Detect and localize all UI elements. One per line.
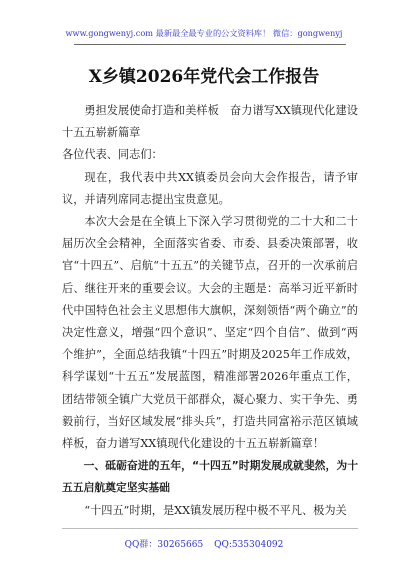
body-paragraph: “十四五”时期，是XX镇发展历程中极不平凡、极为关 bbox=[84, 503, 347, 517]
document-body bbox=[62, 100, 358, 522]
page-footer bbox=[0, 537, 408, 550]
header-text: www.gongwenyj.com 最新最全最专业的公文资料库！ 微信：gongwenyj bbox=[65, 28, 343, 38]
footer-qq-group: QQ群：30265665 bbox=[124, 540, 204, 550]
footer-qq: QQ:535304092 bbox=[214, 540, 284, 550]
header-divider bbox=[74, 44, 346, 45]
subtitle-paragraph: 勇担发展使命打造和美样板 奋力谱写XX镇现代化建设十五五崭新篇章 bbox=[62, 104, 358, 140]
footer-divider bbox=[62, 528, 358, 529]
document-title: X乡镇2026年党代会工作报告 bbox=[88, 67, 320, 87]
body-paragraph: 本次大会是在全镇上下深入学习贯彻党的二十大和二十届历次全会精神，全面落实省委、市委、县委决策部署，收官“十四五”、启航“十五五”的关键节点，召开的一次承前启后、继往开来的重要会议。大会的主题是：高举习近平新时代中国特色社会主义思想伟大旗帜，深刻领悟“两个确立”的决定性意义，增强“四个意识”、坚定“四个自信”、做到“两个维护”，全面总结我镇“十四五”时期及2025年工作成效，科学谋划“十五五”发展蓝图，精准部署2026年重点工作，团结带领全镇广大党员干部群众，凝心聚力、实干争先、勇毅前行，当好区域发展“排头兵”，打造共同富裕示范区镇域样板，奋力谱写XX镇现代化建设的十五五崭新篇章！ bbox=[62, 215, 358, 451]
body-paragraph: 现在，我代表中共XX镇委员会向大会作报告，请予审议，并请列席同志提出宝贵意见。 bbox=[62, 170, 358, 206]
salutation-paragraph: 各位代表、同志们： bbox=[62, 148, 163, 162]
section-heading: 一、砥砺奋进的五年，“十四五”时期发展成就斐然，为十五五启航奠定坚实基础 bbox=[62, 459, 358, 495]
page-header bbox=[0, 0, 408, 44]
